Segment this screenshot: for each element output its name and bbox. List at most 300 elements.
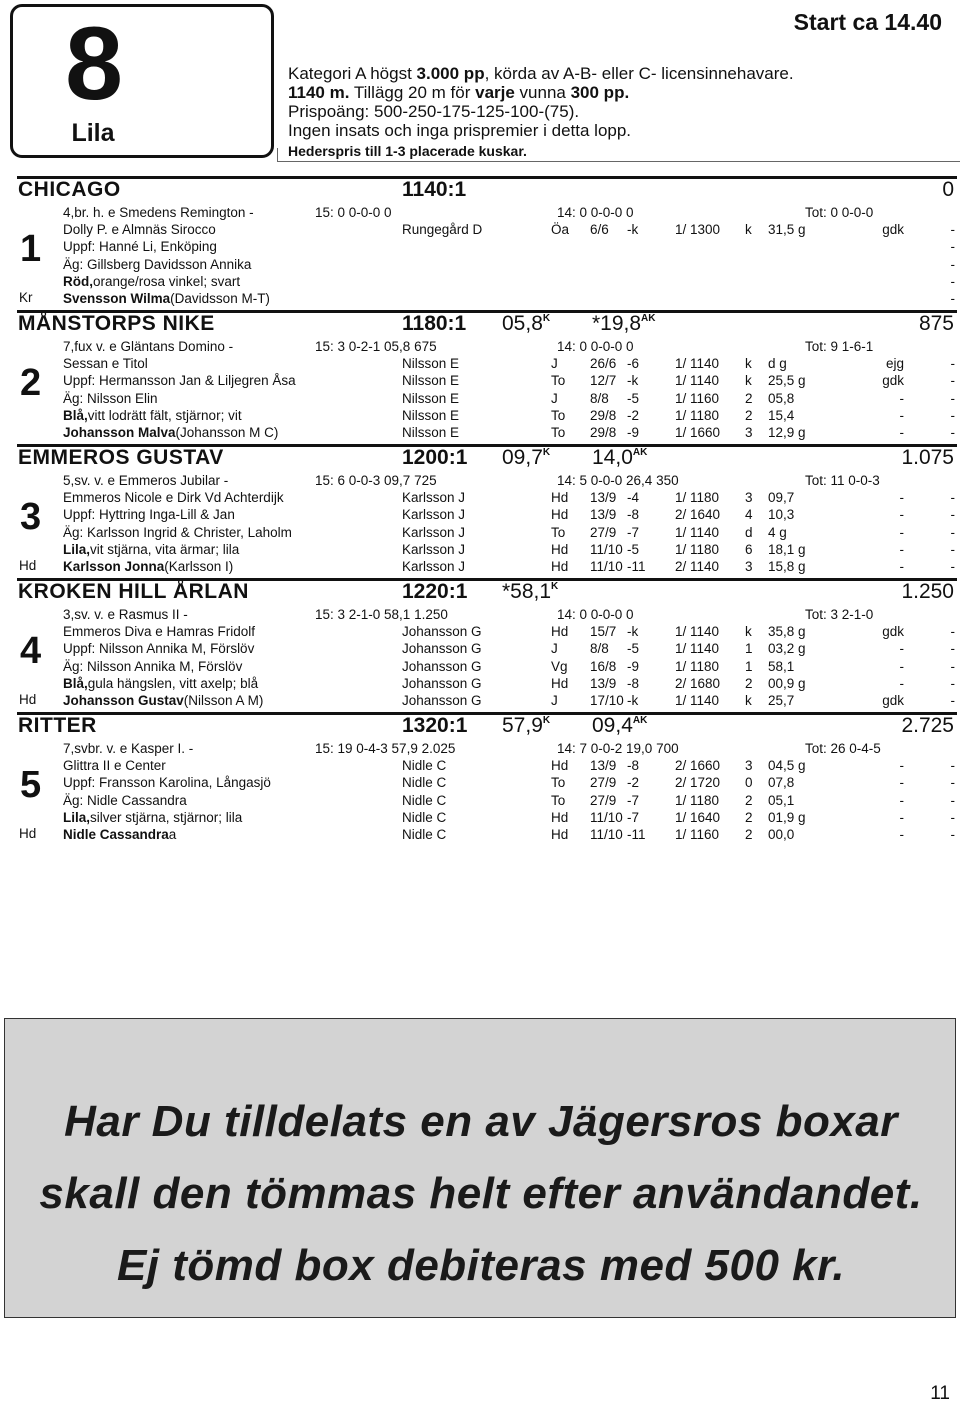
start-cell: 09,7 [768, 490, 795, 505]
start-cell: 1/ 1140 [675, 641, 720, 657]
start-cell: 05,8 [768, 390, 795, 406]
stats-row [0, 204, 960, 221]
start-row [0, 541, 960, 558]
stats-2015: 15: 19 0-4-3 57,9 2.025 [315, 741, 456, 756]
info-line: Uppf: Fransson Karolina, Långasjö [63, 775, 271, 791]
start-cell: 1/ 1660 [675, 425, 721, 441]
start-row [0, 290, 960, 307]
start-cell: 15,4 [768, 407, 795, 423]
start-cell: - [899, 792, 904, 808]
start-cell: Hd [551, 827, 569, 843]
start-cell: Hd [551, 507, 569, 523]
start-cell: - [899, 390, 904, 406]
start-cell: Hd [551, 490, 569, 505]
start-cell: 2 [745, 675, 753, 691]
start-cell: -9 [627, 658, 640, 674]
start-cell: 15,8 g [768, 559, 806, 575]
colors: Lila, vit stjärna, vita ärmar; lila [63, 541, 240, 557]
start-cell: J [551, 356, 558, 371]
start-cell: 07,8 [768, 775, 795, 791]
start-cell: 4 [745, 507, 753, 523]
start-cell: k [745, 373, 752, 389]
start-cell: - [950, 658, 955, 674]
start-cell: -11 [627, 827, 646, 843]
driver-line: Karlsson Jonna (Karlsson I) [63, 559, 234, 575]
notice-line-1: Har Du tilldelats en av Jägersros boxar [64, 1097, 898, 1146]
race-conditions [288, 64, 794, 161]
start-cell: 1/ 1640 [675, 809, 721, 825]
start-cell: 1 [745, 641, 753, 657]
start-cell: - [950, 373, 955, 389]
horse-entry [0, 176, 960, 307]
page-number: 11 [930, 1383, 950, 1404]
stats-row [0, 606, 960, 623]
start-cell: Nilsson E [402, 407, 460, 423]
condition-line-2: 1140 m. Tillägg 20 m för varje vunna 300 pp. [288, 83, 630, 102]
start-cell: - [899, 809, 904, 825]
info-line: Sessan e Titol [63, 356, 148, 371]
stats-2014: 14: 7 0-0-2 19,0 700 [557, 741, 679, 756]
start-cell: Nilsson E [402, 425, 460, 441]
start-cell: Nidle C [402, 809, 447, 825]
best-time-1: $57,9^K$ [502, 714, 551, 737]
start-cell: To [551, 524, 566, 540]
driver-text: Johansson Gustav [63, 693, 184, 709]
start-cell: Rungegård D [402, 222, 483, 237]
race-number-box [10, 4, 274, 158]
start-cell: 25,5 g [768, 373, 806, 389]
start-cell: To [551, 425, 566, 441]
start-cell: 1/ 1140 [675, 624, 720, 639]
driver-line: Johansson Malva (Johansson M C) [63, 425, 279, 441]
start-cell: Johansson G [402, 693, 482, 709]
start-cell: -9 [627, 425, 640, 441]
info-line: Uppf: Nilsson Annika M, Förslöv [63, 641, 255, 657]
start-cell: -8 [627, 675, 640, 691]
start-cell: 18,1 g [768, 541, 806, 557]
start-cell: 58,1 [768, 658, 795, 674]
start-cell: gdk [882, 222, 904, 237]
start-cell: Johansson G [402, 624, 482, 639]
horse-earnings: 0 [942, 178, 954, 201]
start-cell: 3 [745, 559, 753, 575]
start-cell: 0 [745, 775, 753, 791]
stats-2015: 15: 6 0-0-3 09,7 725 [315, 473, 437, 488]
horse-entry [0, 444, 960, 575]
start-cell: -k [627, 624, 639, 639]
start-cell: 00,9 g [768, 675, 806, 691]
stats-2015: 15: 3 0-2-1 05,8 675 [315, 339, 437, 354]
start-cell: 12,9 g [768, 425, 806, 441]
start-cell: ejg [885, 356, 904, 371]
start-cell: 6/6 [590, 222, 609, 237]
start-cell: 11/10 [590, 559, 623, 575]
horse-earnings: 875 [918, 312, 954, 335]
start-row [0, 256, 960, 273]
start-cell: - [950, 624, 955, 639]
horse-earnings: 1.075 [901, 446, 954, 469]
start-cell: k [745, 356, 752, 371]
start-cell: - [950, 356, 955, 371]
driver-line: Nidle Cassandra a [63, 827, 177, 843]
start-cell: - [950, 507, 955, 523]
start-cell: 8/8 [590, 641, 609, 657]
start-row [0, 221, 960, 238]
start-cell: 1/ 1300 [675, 222, 721, 237]
colors-text: Lila, [63, 809, 91, 825]
colors-text: Lila, [63, 541, 91, 557]
notice-line-3: Ej tömd box debiteras med 500 kr. [116, 1241, 846, 1290]
horse-divider [17, 712, 957, 715]
start-cell: J [551, 390, 558, 406]
start-cell: - [950, 407, 955, 423]
info-line: Emmeros Diva e Hamras Fridolf [63, 624, 256, 639]
start-cell: Nilsson E [402, 356, 460, 371]
start-cell: -4 [627, 490, 640, 505]
start-cell: - [899, 425, 904, 441]
colors: Röd, orange/rosa vinkel; svart [63, 273, 241, 289]
horse-name: KROKEN HILL ÅRLAN [18, 580, 249, 603]
start-cell: -5 [627, 641, 640, 657]
start-cell: Hd [551, 559, 569, 575]
start-cell: 15/7 [590, 624, 617, 639]
start-cell: Johansson G [402, 658, 482, 674]
driver-text: Karlsson Jonna [63, 559, 165, 575]
start-cell: - [899, 775, 904, 791]
start-cell: d [745, 524, 753, 540]
start-cell: -k [627, 222, 639, 237]
stats-row [0, 472, 960, 489]
start-cell: 1 [745, 658, 753, 674]
start-row [0, 506, 960, 523]
start-cell: 10,3 [768, 507, 795, 523]
start-cell: Nidle C [402, 775, 447, 791]
start-cell: -8 [627, 507, 640, 523]
colors-text: Röd, [63, 273, 93, 289]
condition-line-3: Prispoäng: 500-250-175-125-100-(75). [288, 102, 580, 121]
start-cell: - [899, 541, 904, 557]
start-cell: -k [627, 693, 639, 709]
start-cell: - [950, 758, 955, 773]
start-cell: Karlsson J [402, 541, 466, 557]
horse-earnings: 2.725 [901, 714, 954, 737]
start-cell: - [950, 524, 955, 540]
start-row [0, 489, 960, 506]
best-time-2: $09,4^{AK}$ [592, 714, 648, 737]
start-cell: - [899, 507, 904, 523]
start-cell: - [899, 827, 904, 843]
start-cell: 3 [745, 758, 753, 773]
start-cell: 3 [745, 490, 753, 505]
start-cell: - [950, 222, 955, 237]
horse-divider [17, 176, 957, 179]
pedigree: 4,br. h. e Smedens Remington - [63, 205, 254, 220]
start-cell: - [950, 809, 955, 825]
start-cell: 29/8 [590, 425, 617, 441]
horse-record: 1180:1 [402, 312, 467, 335]
colors: Blå, gula hängslen, vitt axelp; blå [63, 675, 259, 691]
start-row [0, 675, 960, 692]
start-cell: 26/6 [590, 356, 617, 371]
start-cell: Vg [551, 658, 568, 674]
start-row [0, 238, 960, 255]
driver-line: Svensson Wilma (Davidsson M-T) [63, 291, 270, 307]
start-cell: - [950, 256, 955, 272]
start-cell: -2 [627, 407, 640, 423]
start-cell: -5 [627, 541, 640, 557]
start-cell: 1/ 1180 [675, 792, 720, 808]
start-cell: Nidle C [402, 827, 447, 843]
start-cell: 11/10 [590, 827, 623, 843]
stats-total: Tot: 9 1-6-1 [805, 339, 874, 354]
start-cell: - [899, 524, 904, 540]
start-row [0, 273, 960, 290]
start-cell: 1/ 1140 [675, 524, 720, 540]
start-cell: - [950, 390, 955, 406]
start-cell: To [551, 373, 566, 389]
start-cell: Hd [551, 758, 569, 773]
best-time-2: $14,0^{AK}$ [592, 446, 648, 469]
start-cell: 03,2 g [768, 641, 806, 657]
start-time: Start ca 14.40 [793, 9, 942, 35]
start-cell: - [899, 559, 904, 575]
start-cell: -8 [627, 758, 640, 773]
start-cell: Johansson G [402, 641, 482, 657]
start-cell: 25,7 [768, 693, 795, 709]
stats-2014: 14: 0 0-0-0 0 [557, 339, 634, 354]
start-cell: 8/8 [590, 390, 609, 406]
start-cell: 1/ 1180 [675, 658, 720, 674]
best-time-1: $05,8^K$ [502, 312, 551, 335]
start-cell: 27/9 [590, 524, 617, 540]
start-cell: - [899, 675, 904, 691]
start-row [0, 407, 960, 424]
start-cell: - [950, 792, 955, 808]
start-number: 4 [20, 630, 42, 672]
info-line: Emmeros Nicole e Dirk Vd Achterdijk [63, 490, 284, 505]
start-cell: 31,5 g [768, 222, 806, 237]
start-cell: -k [627, 373, 639, 389]
colors-text: Blå, [63, 675, 88, 691]
start-cell: gdk [882, 693, 904, 709]
start-cell: 2 [745, 792, 753, 808]
pedigree: 7,fux v. e Gläntans Domino - [63, 339, 234, 354]
start-cell: 1/ 1140 [675, 373, 720, 389]
start-cell: 27/9 [590, 775, 617, 791]
driver-text: Johansson Malva [63, 425, 176, 441]
start-cell: Nidle C [402, 758, 447, 773]
start-cell: 17/10 [590, 693, 624, 709]
start-cell: - [950, 559, 955, 575]
start-row [0, 558, 960, 575]
horse-record: 1140:1 [402, 178, 467, 201]
stats-row [0, 338, 960, 355]
start-cell: Karlsson J [402, 507, 466, 523]
start-cell: gdk [882, 624, 904, 639]
stats-2014: 14: 5 0-0-0 26,4 350 [557, 473, 679, 488]
start-cell: 1/ 1160 [675, 827, 720, 843]
info-line: Äg: Nidle Cassandra [63, 792, 187, 808]
start-cell: 2 [745, 827, 753, 843]
start-cell: Öa [551, 222, 570, 237]
info-line: Äg: Gillsberg Davidsson Annika [63, 256, 252, 272]
start-cell: 2/ 1640 [675, 507, 721, 523]
driver-text: Svensson Wilma [63, 291, 171, 307]
start-cell: 29/8 [590, 407, 617, 423]
start-cell: 1/ 1160 [675, 390, 720, 406]
header-divider [277, 161, 960, 162]
start-cell: 12/7 [590, 373, 617, 389]
start-cell: -5 [627, 390, 640, 406]
start-cell: Nidle C [402, 792, 447, 808]
start-cell: - [950, 675, 955, 691]
best-time-1: $09,7^K$ [502, 446, 551, 469]
notice-line-2: skall den tömmas helt efter användandet. [39, 1169, 923, 1218]
start-row [0, 640, 960, 657]
start-row [0, 757, 960, 774]
start-cell: Karlsson J [402, 524, 466, 540]
start-number: 5 [20, 764, 42, 806]
start-row [0, 424, 960, 441]
start-row [0, 524, 960, 541]
start-cell: - [950, 425, 955, 441]
stats-total: Tot: 0 0-0-0 [805, 205, 874, 220]
start-cell: - [899, 758, 904, 773]
start-cell: Hd [551, 809, 569, 825]
start-cell: d g [768, 356, 787, 371]
start-cell: - [950, 775, 955, 791]
stats-2015: 15: 0 0-0-0 0 [315, 205, 392, 220]
start-row [0, 355, 960, 372]
start-cell: 1/ 1180 [675, 490, 720, 505]
start-row [0, 623, 960, 640]
start-cell: 6 [745, 541, 753, 557]
shoe-info: Hd [19, 826, 37, 841]
notice-banner [4, 1018, 956, 1318]
start-row [0, 692, 960, 709]
start-row [0, 792, 960, 809]
start-cell: 13/9 [590, 675, 617, 691]
start-cell: 16/8 [590, 658, 617, 674]
start-cell: k [745, 624, 752, 639]
driver-text: Nidle Cassandra [63, 827, 169, 843]
horse-name: EMMEROS GUSTAV [18, 446, 224, 469]
horse-name: RITTER [18, 714, 97, 737]
shoe-info: Hd [19, 558, 37, 573]
horse-earnings: 1.250 [901, 580, 954, 603]
start-cell: To [551, 775, 566, 791]
start-cell: Hd [551, 541, 569, 557]
start-number: 3 [20, 496, 42, 538]
start-cell: 1/ 1180 [675, 541, 720, 557]
start-row [0, 372, 960, 389]
start-cell: Hd [551, 675, 569, 691]
condition-line-5: Hederspris till 1-3 placerade kuskar. [288, 143, 527, 159]
condition-line-1: Kategori A högst 3.000 pp, körda av A-B- eller C- licensinnehavare. [288, 64, 794, 83]
start-row [0, 658, 960, 675]
driver-line: Johansson Gustav (Nilsson A M) [63, 693, 264, 709]
start-cell: - [899, 490, 904, 505]
shoe-info: Hd [19, 692, 37, 707]
start-cell: - [950, 239, 955, 255]
info-line: Äg: Nilsson Elin [63, 390, 158, 406]
start-number: 2 [20, 362, 42, 404]
start-cell: 3 [745, 425, 753, 441]
horse-name: MÅNSTORPS NIKE [18, 312, 215, 335]
start-cell: J [551, 693, 558, 709]
stats-row [0, 740, 960, 757]
pedigree: 7,svbr. v. e Kasper I. - [63, 741, 194, 756]
start-cell: To [551, 407, 566, 423]
start-cell: 2/ 1680 [675, 675, 721, 691]
horse-entry [0, 578, 960, 709]
start-cell: 2 [745, 390, 753, 406]
race-number: 8 [65, 6, 121, 122]
start-cell: 11/10 [590, 541, 623, 557]
start-row [0, 826, 960, 843]
stats-2014: 14: 0 0-0-0 0 [557, 607, 634, 622]
info-line: Uppf: Hanné Li, Enköping [63, 239, 217, 255]
race-color: Lila [71, 119, 115, 147]
best-time-1: $*58,1^K$ [502, 580, 559, 603]
start-cell: 13/9 [590, 490, 617, 505]
start-cell: Nilsson E [402, 373, 460, 389]
shoe-info: Kr [19, 290, 33, 305]
stats-total: Tot: 11 0-0-3 [805, 473, 880, 488]
horse-record: 1320:1 [402, 714, 468, 737]
best-time-2: $*19,8^{AK}$ [592, 312, 656, 335]
horse-entry [0, 310, 960, 441]
info-line: Uppf: Hyttring Inga-Lill & Jan [63, 507, 235, 523]
horse-entry [0, 712, 960, 843]
start-number: 1 [20, 228, 42, 270]
start-cell: 1/ 1140 [675, 693, 720, 709]
info-line: Äg: Nilsson Annika M, Förslöv [63, 658, 243, 674]
start-cell: - [950, 827, 955, 843]
start-cell: 00,0 [768, 827, 795, 843]
start-cell: 35,8 g [768, 624, 806, 639]
start-cell: -2 [627, 775, 640, 791]
start-cell: -7 [627, 524, 640, 540]
start-cell: Hd [551, 624, 569, 639]
stats-total: Tot: 3 2-1-0 [805, 607, 874, 622]
colors-text: Blå, [63, 407, 88, 423]
start-cell: -11 [627, 559, 646, 575]
info-line: Dolly P. e Almnäs Sirocco [63, 222, 216, 237]
start-cell: - [899, 407, 904, 423]
start-cell: - [899, 641, 904, 657]
start-cell: 2/ 1140 [675, 559, 720, 575]
start-cell: Karlsson J [402, 490, 466, 505]
start-cell: 01,9 g [768, 809, 806, 825]
start-cell: gdk [882, 373, 904, 389]
stats-2015: 15: 3 2-1-0 58,1 1.250 [315, 607, 448, 622]
header-divider-vertical [277, 148, 278, 162]
start-cell: -7 [627, 809, 640, 825]
stats-2014: 14: 0 0-0-0 0 [557, 205, 634, 220]
pedigree: 3,sv. v. e Rasmus II - [63, 607, 188, 622]
info-line: Äg: Karlsson Ingrid & Christer, Laholm [63, 524, 292, 540]
horse-name: CHICAGO [18, 178, 121, 201]
start-cell: 2 [745, 809, 753, 825]
colors: Lila, silver stjärna, stjärnor; lila [63, 809, 243, 825]
condition-line-4: Ingen insats och inga prispremier i detta lopp. [288, 121, 632, 140]
horse-record: 1220:1 [402, 580, 468, 603]
start-cell: 13/9 [590, 507, 617, 523]
start-cell: -7 [627, 792, 640, 808]
info-line: Glittra II e Center [63, 758, 166, 773]
start-cell: k [745, 222, 752, 237]
